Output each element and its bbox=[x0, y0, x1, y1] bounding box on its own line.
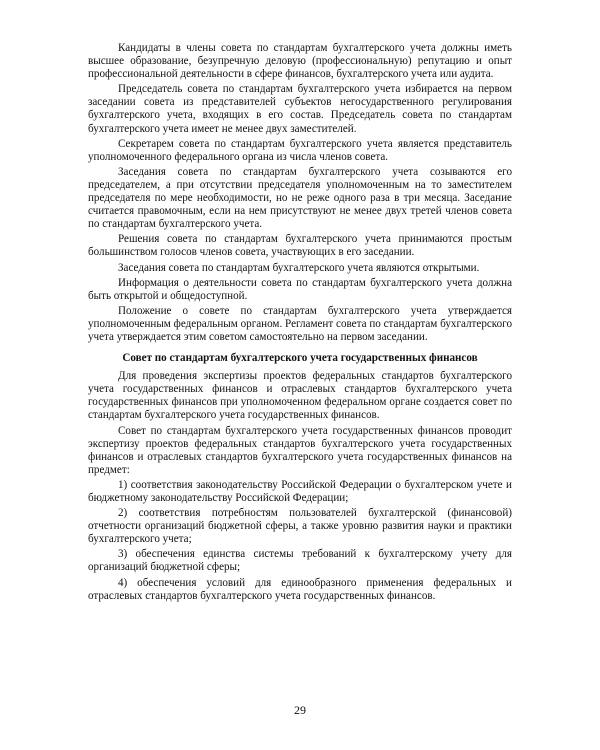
paragraph: Заседания совета по стандартам бухгалтерского учета созываются его председателем, а при отсутствии председателя уполномоченным на то заместителем председателя по мере необходимости, но не реже одного раза в три месяца. Заседание считается правомочным, если на нем присутствуют не менее двух третей членов совета по стандартам бухгалтерского учета. bbox=[88, 165, 512, 231]
paragraph: Секретарем совета по стандартам бухгалтерского учета является представитель уполномоченного федерального органа из числа членов совета. bbox=[88, 137, 512, 163]
paragraph: Заседания совета по стандартам бухгалтерского учета являются открытыми. bbox=[118, 261, 480, 274]
page-number: 29 bbox=[294, 703, 306, 717]
paragraph: Положение о совете по стандартам бухгалтерского учета утверждается уполномоченным федеральным органом. Регламент совета по стандартам бухгалтерского учета утверждается этим советом самостоятельно на первом заседании. bbox=[88, 304, 512, 343]
paragraph: Председатель совета по стандартам бухгалтерского учета избирается на первом заседании совета из представителей субъектов негосударственного регулирования бухгалтерского учета, входящих в его состав. Председатель совета по стандартам бухгалтерского учета имеет не менее двух заместителей. bbox=[88, 83, 512, 135]
paragraph: Совет по стандартам бухгалтерского учета государственных финансов проводит экспертизу проектов федеральных стандартов бухгалтерского учета государственных финансов и отраслевых стандартов бухгалтерского учета государственных финансов на предмет: bbox=[88, 424, 512, 476]
list-item: 2) соответствия потребностям пользователей бухгалтерской (финансовой) отчетности организаций бюджетной сферы, а также уровню развития науки и практики бухгалтерского учета; bbox=[88, 507, 512, 546]
paragraph: Кандидаты в члены совета по стандартам бухгалтерского учета должны иметь высшее образование, безупречную деловую (профессиональную) репутацию и опыт профессиональной деятельности в сфере финансов, бухгалтерского учета или аудита. bbox=[88, 42, 512, 81]
list-item: 3) обеспечения единства системы требований к бухгалтерскому учету для организаций бюджетной сферы; bbox=[88, 548, 512, 574]
list-item: 1) соответствия законодательству Российской Федерации о бухгалтерском учете и бюджетному законодательству Российской Федерации; bbox=[88, 478, 512, 504]
paragraph: Информация о деятельности совета по стандартам бухгалтерского учета должна быть открытой и общедоступной. bbox=[88, 276, 512, 302]
section-intro bbox=[88, 42, 512, 344]
paragraph: Решения совета по стандартам бухгалтерского учета принимаются простым большинством голосов членов совета, участвующих в его заседании. bbox=[88, 233, 512, 259]
paragraph: Для проведения экспертизы проектов федеральных стандартов бухгалтерского учета государственных финансов и отраслевых стандартов бухгалтерского учета государственных финансов при уполномоченном федеральном органе создается совет по стандартам бухгалтерского учета государственных финансов. bbox=[88, 370, 512, 422]
section-heading: Совет по стандартам бухгалтерского учета государственных финансов bbox=[122, 352, 478, 365]
list-item: 4) обеспечения условий для единообразного применения федеральных и отраслевых стандартов бухгалтерского учета государственных финансов. bbox=[88, 576, 512, 602]
section-public-finance bbox=[88, 370, 512, 603]
